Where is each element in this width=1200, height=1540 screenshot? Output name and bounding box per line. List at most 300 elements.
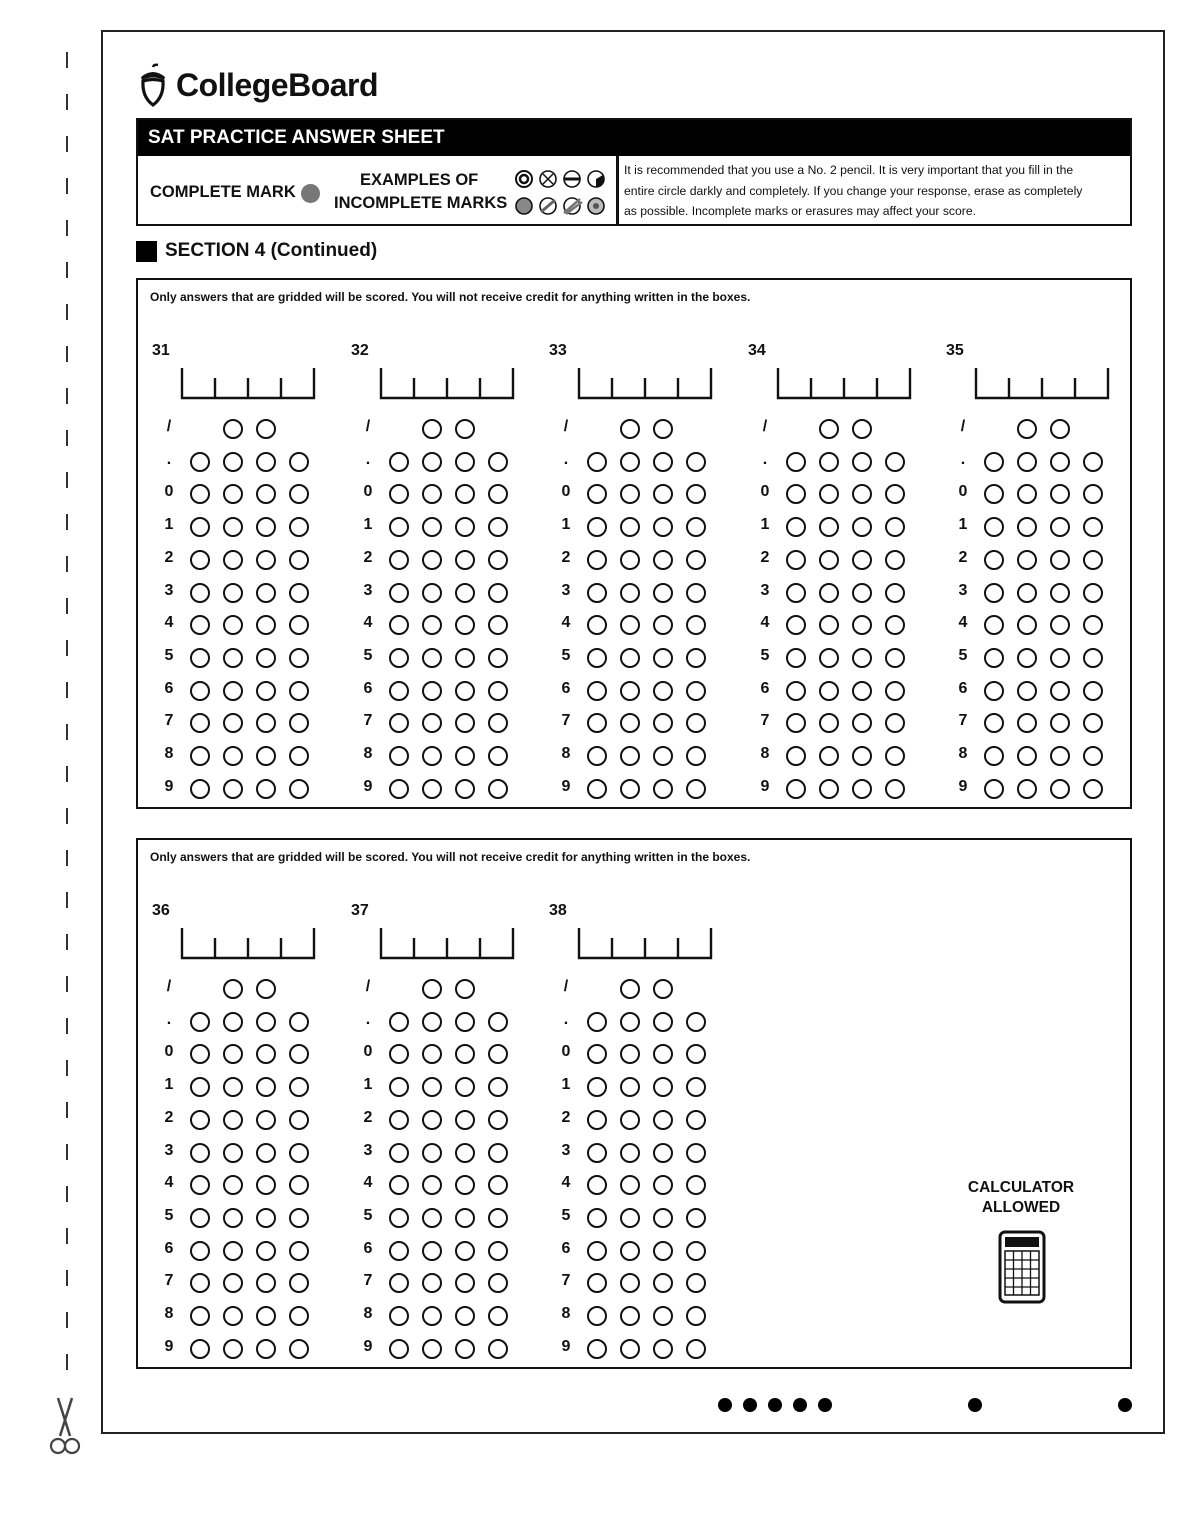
answer-bubble[interactable] (455, 452, 475, 472)
answer-bubble[interactable] (223, 713, 243, 733)
answer-bubble[interactable] (223, 1077, 243, 1097)
answer-bubble[interactable] (587, 517, 607, 537)
answer-bubble[interactable] (852, 517, 872, 537)
answer-bubble[interactable] (455, 615, 475, 635)
answer-bubble[interactable] (190, 1110, 210, 1130)
answer-bubble[interactable] (819, 550, 839, 570)
answer-bubble[interactable] (1050, 484, 1070, 504)
answer-bubble[interactable] (786, 550, 806, 570)
answer-bubble[interactable] (686, 1339, 706, 1359)
answer-bubble[interactable] (686, 1044, 706, 1064)
answer-bubble[interactable] (190, 615, 210, 635)
answer-bubble[interactable] (653, 615, 673, 635)
answer-bubble[interactable] (1050, 779, 1070, 799)
answer-bubble[interactable] (653, 1110, 673, 1130)
answer-bubble[interactable] (422, 452, 442, 472)
answer-bubble[interactable] (587, 1175, 607, 1195)
answer-bubble[interactable] (488, 1143, 508, 1163)
answer-bubble[interactable] (819, 583, 839, 603)
answer-bubble[interactable] (422, 1208, 442, 1228)
answer-bubble[interactable] (984, 517, 1004, 537)
answer-bubble[interactable] (653, 1175, 673, 1195)
answer-bubble[interactable] (984, 550, 1004, 570)
answer-bubble[interactable] (1050, 419, 1070, 439)
answer-bubble[interactable] (1017, 648, 1037, 668)
answer-bubble[interactable] (422, 779, 442, 799)
answer-bubble[interactable] (488, 1175, 508, 1195)
answer-bubble[interactable] (289, 615, 309, 635)
answer-bubble[interactable] (885, 615, 905, 635)
answer-bubble[interactable] (819, 419, 839, 439)
answer-bubble[interactable] (786, 779, 806, 799)
answer-bubble[interactable] (1083, 484, 1103, 504)
answer-bubble[interactable] (620, 681, 640, 701)
answer-bubble[interactable] (256, 681, 276, 701)
answer-bubble[interactable] (984, 615, 1004, 635)
answer-bubble[interactable] (984, 779, 1004, 799)
answer-bubble[interactable] (1050, 681, 1070, 701)
answer-bubble[interactable] (1050, 583, 1070, 603)
answer-bubble[interactable] (389, 550, 409, 570)
answer-bubble[interactable] (620, 1208, 640, 1228)
answer-bubble[interactable] (1083, 583, 1103, 603)
answer-bubble[interactable] (488, 1273, 508, 1293)
answer-bubble[interactable] (786, 615, 806, 635)
answer-bubble[interactable] (1017, 484, 1037, 504)
answer-bubble[interactable] (653, 583, 673, 603)
answer-bubble[interactable] (984, 583, 1004, 603)
answer-bubble[interactable] (256, 979, 276, 999)
answer-bubble[interactable] (223, 1273, 243, 1293)
answer-bubble[interactable] (786, 746, 806, 766)
answer-bubble[interactable] (686, 1273, 706, 1293)
answer-bubble[interactable] (587, 1110, 607, 1130)
answer-bubble[interactable] (422, 1175, 442, 1195)
answer-bubble[interactable] (389, 615, 409, 635)
answer-bubble[interactable] (1017, 550, 1037, 570)
answer-bubble[interactable] (819, 517, 839, 537)
answer-bubble[interactable] (653, 648, 673, 668)
answer-bubble[interactable] (786, 452, 806, 472)
answer-bubble[interactable] (256, 1208, 276, 1228)
answer-bubble[interactable] (1083, 779, 1103, 799)
answer-bubble[interactable] (885, 779, 905, 799)
answer-bubble[interactable] (587, 1306, 607, 1326)
answer-bubble[interactable] (686, 1143, 706, 1163)
answer-bubble[interactable] (455, 583, 475, 603)
answer-bubble[interactable] (422, 484, 442, 504)
answer-bubble[interactable] (488, 1339, 508, 1359)
answer-bubble[interactable] (389, 648, 409, 668)
answer-bubble[interactable] (620, 419, 640, 439)
answer-bubble[interactable] (389, 779, 409, 799)
answer-bubble[interactable] (852, 419, 872, 439)
answer-bubble[interactable] (190, 452, 210, 472)
answer-bubble[interactable] (422, 1241, 442, 1261)
answer-bubble[interactable] (852, 615, 872, 635)
answer-bubble[interactable] (620, 517, 640, 537)
answer-write-boxes[interactable] (776, 368, 914, 402)
answer-bubble[interactable] (984, 746, 1004, 766)
answer-bubble[interactable] (488, 746, 508, 766)
answer-bubble[interactable] (455, 1306, 475, 1326)
answer-bubble[interactable] (488, 517, 508, 537)
answer-bubble[interactable] (223, 648, 243, 668)
answer-bubble[interactable] (389, 517, 409, 537)
answer-bubble[interactable] (223, 1339, 243, 1359)
answer-bubble[interactable] (587, 615, 607, 635)
answer-bubble[interactable] (885, 583, 905, 603)
answer-bubble[interactable] (620, 648, 640, 668)
answer-bubble[interactable] (190, 1143, 210, 1163)
answer-bubble[interactable] (653, 1339, 673, 1359)
answer-bubble[interactable] (587, 1273, 607, 1293)
answer-bubble[interactable] (455, 648, 475, 668)
answer-bubble[interactable] (223, 1012, 243, 1032)
answer-bubble[interactable] (885, 452, 905, 472)
answer-bubble[interactable] (223, 1110, 243, 1130)
answer-bubble[interactable] (223, 1044, 243, 1064)
answer-bubble[interactable] (190, 517, 210, 537)
answer-bubble[interactable] (686, 1175, 706, 1195)
answer-bubble[interactable] (620, 979, 640, 999)
answer-write-boxes[interactable] (974, 368, 1112, 402)
answer-bubble[interactable] (1017, 452, 1037, 472)
answer-bubble[interactable] (819, 484, 839, 504)
answer-bubble[interactable] (488, 583, 508, 603)
answer-bubble[interactable] (389, 452, 409, 472)
answer-bubble[interactable] (653, 1306, 673, 1326)
answer-bubble[interactable] (1083, 746, 1103, 766)
answer-bubble[interactable] (389, 713, 409, 733)
answer-bubble[interactable] (819, 746, 839, 766)
answer-bubble[interactable] (1050, 648, 1070, 668)
answer-bubble[interactable] (190, 746, 210, 766)
answer-bubble[interactable] (289, 484, 309, 504)
answer-bubble[interactable] (653, 517, 673, 537)
answer-bubble[interactable] (686, 713, 706, 733)
answer-bubble[interactable] (488, 1110, 508, 1130)
answer-bubble[interactable] (289, 1241, 309, 1261)
answer-bubble[interactable] (389, 681, 409, 701)
answer-bubble[interactable] (488, 1012, 508, 1032)
answer-bubble[interactable] (455, 1208, 475, 1228)
answer-bubble[interactable] (686, 1110, 706, 1130)
answer-bubble[interactable] (686, 1208, 706, 1228)
answer-bubble[interactable] (819, 681, 839, 701)
answer-bubble[interactable] (455, 1339, 475, 1359)
answer-bubble[interactable] (1050, 452, 1070, 472)
answer-bubble[interactable] (620, 484, 640, 504)
answer-bubble[interactable] (223, 452, 243, 472)
answer-bubble[interactable] (256, 746, 276, 766)
answer-bubble[interactable] (786, 713, 806, 733)
answer-bubble[interactable] (686, 615, 706, 635)
answer-bubble[interactable] (852, 713, 872, 733)
answer-bubble[interactable] (852, 746, 872, 766)
answer-bubble[interactable] (256, 713, 276, 733)
answer-bubble[interactable] (223, 583, 243, 603)
answer-bubble[interactable] (488, 779, 508, 799)
answer-bubble[interactable] (223, 979, 243, 999)
answer-bubble[interactable] (455, 746, 475, 766)
answer-bubble[interactable] (289, 1143, 309, 1163)
answer-bubble[interactable] (289, 648, 309, 668)
answer-bubble[interactable] (190, 1044, 210, 1064)
answer-write-boxes[interactable] (180, 928, 318, 962)
answer-bubble[interactable] (819, 713, 839, 733)
answer-bubble[interactable] (620, 1241, 640, 1261)
answer-bubble[interactable] (653, 681, 673, 701)
answer-bubble[interactable] (256, 1339, 276, 1359)
answer-bubble[interactable] (786, 681, 806, 701)
answer-bubble[interactable] (653, 779, 673, 799)
answer-bubble[interactable] (653, 979, 673, 999)
answer-bubble[interactable] (389, 1175, 409, 1195)
answer-bubble[interactable] (256, 583, 276, 603)
answer-bubble[interactable] (620, 550, 640, 570)
answer-bubble[interactable] (1083, 681, 1103, 701)
answer-bubble[interactable] (455, 1175, 475, 1195)
answer-bubble[interactable] (653, 419, 673, 439)
answer-bubble[interactable] (488, 681, 508, 701)
answer-bubble[interactable] (1050, 713, 1070, 733)
answer-bubble[interactable] (686, 1012, 706, 1032)
answer-bubble[interactable] (852, 779, 872, 799)
answer-bubble[interactable] (289, 1306, 309, 1326)
answer-bubble[interactable] (686, 779, 706, 799)
answer-bubble[interactable] (223, 746, 243, 766)
answer-bubble[interactable] (389, 1208, 409, 1228)
answer-bubble[interactable] (1017, 615, 1037, 635)
answer-bubble[interactable] (223, 1241, 243, 1261)
answer-bubble[interactable] (587, 746, 607, 766)
answer-bubble[interactable] (587, 1077, 607, 1097)
answer-bubble[interactable] (190, 1306, 210, 1326)
answer-bubble[interactable] (852, 648, 872, 668)
answer-bubble[interactable] (422, 583, 442, 603)
answer-bubble[interactable] (455, 517, 475, 537)
answer-bubble[interactable] (653, 746, 673, 766)
answer-write-boxes[interactable] (577, 928, 715, 962)
answer-bubble[interactable] (455, 550, 475, 570)
answer-bubble[interactable] (289, 713, 309, 733)
answer-bubble[interactable] (488, 648, 508, 668)
answer-bubble[interactable] (190, 1208, 210, 1228)
answer-bubble[interactable] (885, 517, 905, 537)
answer-bubble[interactable] (190, 1241, 210, 1261)
answer-bubble[interactable] (256, 648, 276, 668)
answer-bubble[interactable] (455, 713, 475, 733)
answer-bubble[interactable] (455, 979, 475, 999)
answer-bubble[interactable] (686, 1306, 706, 1326)
answer-bubble[interactable] (1083, 648, 1103, 668)
answer-bubble[interactable] (389, 1110, 409, 1130)
answer-bubble[interactable] (686, 681, 706, 701)
answer-bubble[interactable] (455, 1012, 475, 1032)
answer-bubble[interactable] (422, 979, 442, 999)
answer-bubble[interactable] (653, 550, 673, 570)
answer-bubble[interactable] (223, 1143, 243, 1163)
answer-bubble[interactable] (422, 1306, 442, 1326)
answer-bubble[interactable] (620, 1306, 640, 1326)
answer-bubble[interactable] (653, 1241, 673, 1261)
answer-bubble[interactable] (488, 452, 508, 472)
answer-bubble[interactable] (984, 648, 1004, 668)
answer-bubble[interactable] (984, 452, 1004, 472)
answer-bubble[interactable] (852, 484, 872, 504)
answer-bubble[interactable] (1050, 615, 1070, 635)
answer-bubble[interactable] (653, 1044, 673, 1064)
answer-write-boxes[interactable] (577, 368, 715, 402)
answer-bubble[interactable] (1017, 746, 1037, 766)
answer-bubble[interactable] (190, 713, 210, 733)
answer-bubble[interactable] (819, 452, 839, 472)
answer-bubble[interactable] (256, 419, 276, 439)
answer-bubble[interactable] (852, 550, 872, 570)
answer-bubble[interactable] (686, 452, 706, 472)
answer-bubble[interactable] (1017, 713, 1037, 733)
answer-bubble[interactable] (389, 583, 409, 603)
answer-bubble[interactable] (587, 779, 607, 799)
answer-bubble[interactable] (256, 550, 276, 570)
answer-bubble[interactable] (587, 1143, 607, 1163)
answer-bubble[interactable] (289, 1339, 309, 1359)
answer-bubble[interactable] (488, 713, 508, 733)
answer-bubble[interactable] (256, 1241, 276, 1261)
answer-bubble[interactable] (389, 1241, 409, 1261)
answer-bubble[interactable] (620, 1143, 640, 1163)
answer-bubble[interactable] (455, 779, 475, 799)
answer-bubble[interactable] (1017, 419, 1037, 439)
answer-bubble[interactable] (190, 583, 210, 603)
answer-bubble[interactable] (819, 615, 839, 635)
answer-bubble[interactable] (422, 419, 442, 439)
answer-bubble[interactable] (885, 713, 905, 733)
answer-bubble[interactable] (786, 517, 806, 537)
answer-bubble[interactable] (256, 1110, 276, 1130)
answer-bubble[interactable] (488, 484, 508, 504)
answer-bubble[interactable] (256, 452, 276, 472)
answer-bubble[interactable] (1050, 517, 1070, 537)
answer-bubble[interactable] (1083, 713, 1103, 733)
answer-bubble[interactable] (422, 1143, 442, 1163)
answer-bubble[interactable] (1083, 615, 1103, 635)
answer-bubble[interactable] (422, 517, 442, 537)
answer-bubble[interactable] (620, 583, 640, 603)
answer-bubble[interactable] (256, 1306, 276, 1326)
answer-bubble[interactable] (289, 452, 309, 472)
answer-bubble[interactable] (289, 1208, 309, 1228)
answer-bubble[interactable] (389, 746, 409, 766)
answer-bubble[interactable] (1017, 583, 1037, 603)
answer-bubble[interactable] (422, 615, 442, 635)
answer-bubble[interactable] (389, 1143, 409, 1163)
answer-bubble[interactable] (620, 779, 640, 799)
answer-bubble[interactable] (686, 550, 706, 570)
answer-bubble[interactable] (653, 1208, 673, 1228)
answer-bubble[interactable] (389, 1077, 409, 1097)
answer-bubble[interactable] (852, 681, 872, 701)
answer-bubble[interactable] (587, 1339, 607, 1359)
answer-bubble[interactable] (587, 713, 607, 733)
answer-bubble[interactable] (289, 779, 309, 799)
answer-bubble[interactable] (984, 681, 1004, 701)
answer-bubble[interactable] (587, 484, 607, 504)
answer-bubble[interactable] (190, 1077, 210, 1097)
answer-bubble[interactable] (223, 1175, 243, 1195)
answer-bubble[interactable] (389, 1044, 409, 1064)
answer-bubble[interactable] (289, 1110, 309, 1130)
answer-bubble[interactable] (587, 1012, 607, 1032)
answer-bubble[interactable] (1017, 517, 1037, 537)
answer-bubble[interactable] (885, 484, 905, 504)
answer-bubble[interactable] (653, 484, 673, 504)
answer-bubble[interactable] (653, 1143, 673, 1163)
answer-bubble[interactable] (422, 648, 442, 668)
answer-bubble[interactable] (256, 615, 276, 635)
answer-bubble[interactable] (455, 681, 475, 701)
answer-bubble[interactable] (1017, 681, 1037, 701)
answer-bubble[interactable] (455, 484, 475, 504)
answer-bubble[interactable] (620, 452, 640, 472)
answer-bubble[interactable] (455, 1110, 475, 1130)
answer-bubble[interactable] (587, 648, 607, 668)
answer-bubble[interactable] (686, 583, 706, 603)
answer-bubble[interactable] (289, 746, 309, 766)
answer-bubble[interactable] (190, 550, 210, 570)
answer-bubble[interactable] (289, 1175, 309, 1195)
answer-bubble[interactable] (389, 484, 409, 504)
answer-bubble[interactable] (587, 1241, 607, 1261)
answer-bubble[interactable] (620, 713, 640, 733)
answer-bubble[interactable] (289, 1044, 309, 1064)
answer-bubble[interactable] (587, 452, 607, 472)
answer-bubble[interactable] (786, 484, 806, 504)
answer-bubble[interactable] (422, 1077, 442, 1097)
answer-bubble[interactable] (455, 1143, 475, 1163)
answer-bubble[interactable] (852, 452, 872, 472)
answer-bubble[interactable] (422, 746, 442, 766)
answer-write-boxes[interactable] (379, 928, 517, 962)
answer-bubble[interactable] (620, 1012, 640, 1032)
answer-bubble[interactable] (819, 648, 839, 668)
answer-bubble[interactable] (289, 550, 309, 570)
answer-bubble[interactable] (488, 1241, 508, 1261)
answer-bubble[interactable] (653, 452, 673, 472)
answer-bubble[interactable] (455, 1273, 475, 1293)
answer-bubble[interactable] (223, 484, 243, 504)
answer-bubble[interactable] (190, 779, 210, 799)
answer-bubble[interactable] (223, 517, 243, 537)
answer-bubble[interactable] (256, 1012, 276, 1032)
answer-bubble[interactable] (653, 1077, 673, 1097)
answer-bubble[interactable] (488, 615, 508, 635)
answer-bubble[interactable] (289, 1012, 309, 1032)
answer-bubble[interactable] (1050, 746, 1070, 766)
answer-bubble[interactable] (455, 419, 475, 439)
answer-bubble[interactable] (223, 550, 243, 570)
answer-bubble[interactable] (488, 1044, 508, 1064)
answer-bubble[interactable] (256, 1044, 276, 1064)
answer-bubble[interactable] (587, 681, 607, 701)
answer-bubble[interactable] (422, 550, 442, 570)
answer-bubble[interactable] (223, 419, 243, 439)
answer-bubble[interactable] (422, 1273, 442, 1293)
answer-bubble[interactable] (686, 1077, 706, 1097)
answer-bubble[interactable] (587, 1044, 607, 1064)
answer-bubble[interactable] (256, 1175, 276, 1195)
